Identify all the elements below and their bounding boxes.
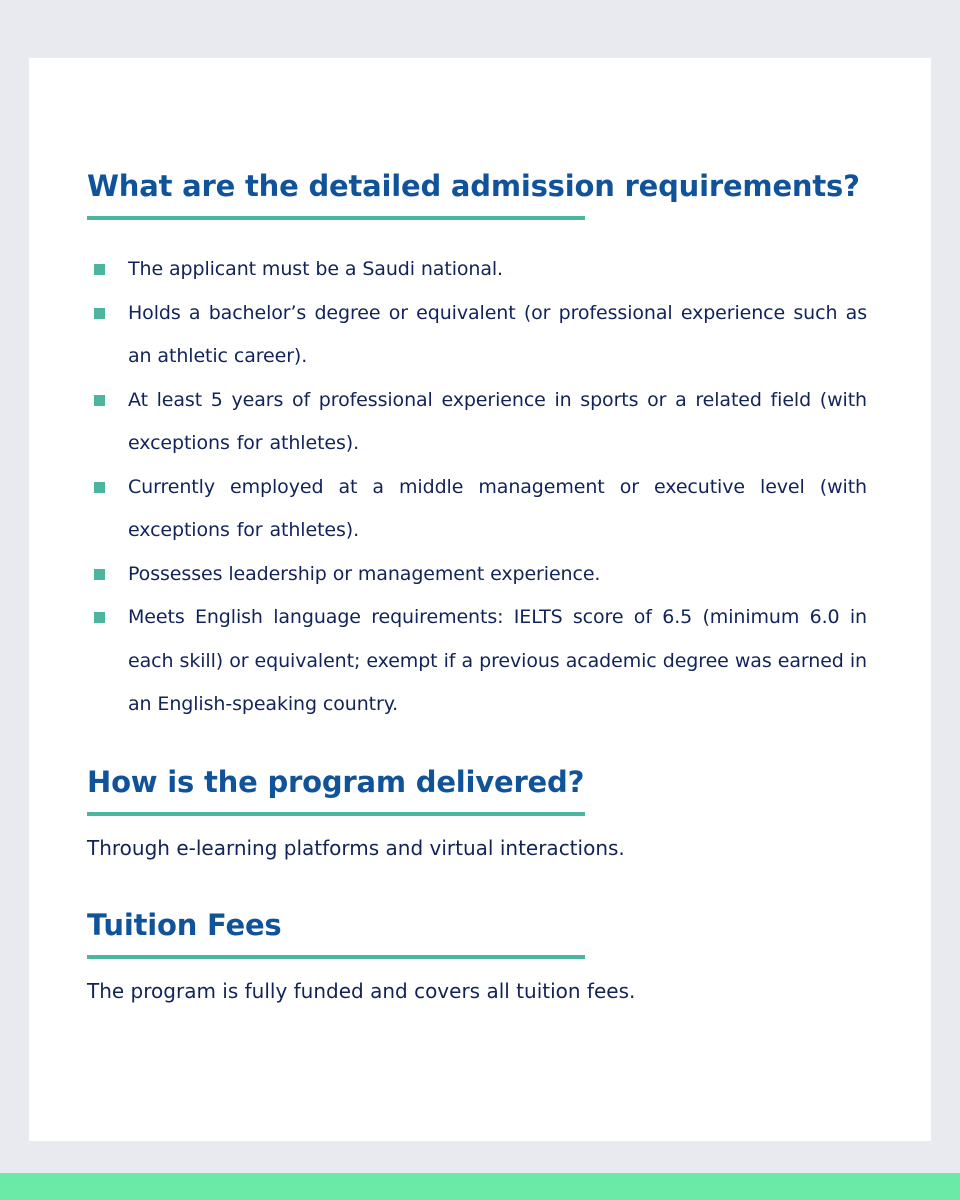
list-item	[87, 466, 867, 553]
content-body	[87, 168, 867, 1008]
content-card	[29, 58, 931, 1141]
square-bullet-icon	[94, 308, 105, 319]
admission-heading: What are the detailed admission requirements?	[87, 169, 860, 203]
list-item-text: Meets English language requirements: IELTS score of 6.5 (minimum 6.0 in each skill) or equivalent; exempt if a previous academic degree was earned in an English-speaking country.	[128, 606, 867, 715]
delivery-heading: How is the program delivered?	[87, 764, 585, 799]
list-item	[87, 596, 867, 727]
admission-requirements-list	[87, 248, 867, 727]
list-item-text: Holds a bachelor’s degree or equivalent (or professional experience such as an athletic career).	[128, 301, 867, 367]
delivery-text: Through e-learning platforms and virtual interactions.	[87, 835, 625, 860]
square-bullet-icon	[94, 569, 105, 580]
square-bullet-icon	[94, 395, 105, 406]
admission-heading-underline	[87, 216, 585, 220]
square-bullet-icon	[94, 612, 105, 623]
list-item	[87, 248, 867, 292]
list-item-text: Possesses leadership or management experience.	[128, 562, 601, 585]
square-bullet-icon	[94, 482, 105, 493]
list-item-text: The applicant must be a Saudi national.	[128, 258, 503, 280]
list-item-text: Currently employed at a middle management or executive level (with exceptions for athletes).	[128, 475, 867, 541]
delivery-section	[87, 764, 867, 865]
admission-section	[87, 168, 867, 727]
list-item	[87, 292, 867, 379]
delivery-heading-underline	[87, 812, 585, 816]
fees-heading-underline	[87, 955, 585, 959]
square-bullet-icon	[94, 264, 105, 275]
list-item-text: At least 5 years of professional experience in sports or a related field (with exceptions for athletes).	[128, 388, 867, 454]
list-item	[87, 379, 867, 466]
list-item	[87, 553, 867, 597]
fees-text: The program is fully funded and covers all tuition fees.	[87, 978, 636, 1003]
fees-section	[87, 907, 867, 1008]
fees-heading: Tuition Fees	[87, 907, 282, 942]
bottom-accent-band	[0, 1173, 960, 1200]
